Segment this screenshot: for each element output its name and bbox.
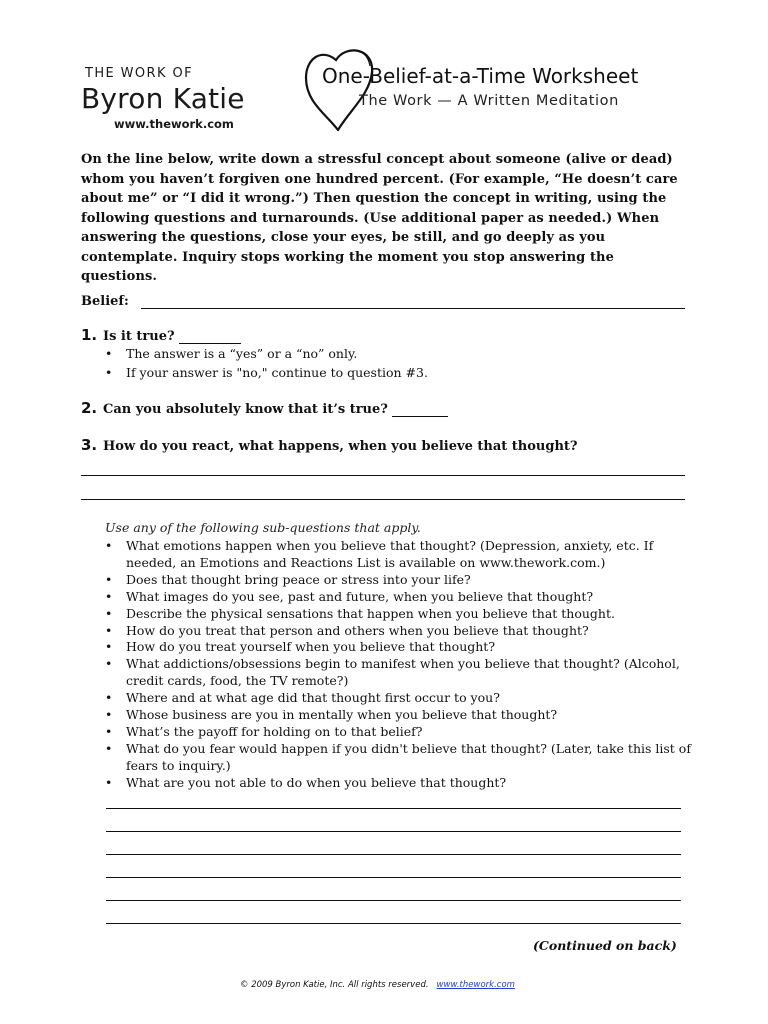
answer-line[interactable] bbox=[106, 900, 681, 901]
instructions-paragraph: On the line below, write down a stressful concept about someone (alive or dead) whom you haven’t forgiven one hundred percent. (For example, “He doesn’t care about me” or “I did it wrong.”) Then question the concept in writing, using the following questions and turnarounds. (Use additional paper as needed.) When answering the questions, close your eyes, be still, and go deeply as you contemplate. Inquiry stops working the moment you stop answering the questions. bbox=[81, 152, 678, 284]
question-1-answer-blank[interactable] bbox=[179, 331, 241, 344]
list-item: • If your answer is "no," continue to question #3. bbox=[103, 364, 428, 383]
footer-link[interactable]: www.thework.com bbox=[436, 980, 515, 990]
list-item: • The answer is a “yes” or a “no” only. bbox=[103, 345, 428, 364]
list-item: • What addictions/obsessions begin to manifest when you believe that thought? (Alcohol, credit cards, food, the TV remote?) bbox=[103, 656, 693, 690]
answer-line[interactable] bbox=[106, 854, 681, 855]
list-item: • What’s the payoff for holding on to that belief? bbox=[103, 724, 693, 741]
question-3-answer-line[interactable] bbox=[81, 475, 685, 476]
question-2-answer-blank[interactable] bbox=[392, 404, 448, 417]
answer-line[interactable] bbox=[106, 877, 681, 878]
list-item: • What are you not able to do when you believe that thought? bbox=[103, 775, 693, 792]
belief-label: Belief: bbox=[81, 294, 129, 309]
question-3-text: How do you react, what happens, when you believe that thought? bbox=[103, 439, 578, 454]
question-2-number: 2. bbox=[81, 399, 98, 417]
list-item: • What images do you see, past and future, when you believe that thought? bbox=[103, 589, 693, 606]
logo-name: Byron Katie bbox=[81, 82, 245, 115]
question-1-text: Is it true? bbox=[103, 329, 175, 344]
belief-row bbox=[81, 289, 685, 309]
question-3-number: 3. bbox=[81, 436, 98, 454]
copyright-text: © 2009 Byron Katie, Inc. All rights reserved. bbox=[240, 980, 429, 990]
continued-note: (Continued on back) bbox=[533, 938, 677, 953]
list-item: • Describe the physical sensations that happen when you believe that thought. bbox=[103, 606, 693, 623]
heart-icon bbox=[276, 44, 376, 134]
footer bbox=[240, 980, 515, 990]
answer-line[interactable] bbox=[106, 831, 681, 832]
worksheet-subtitle: The Work — A Written Meditation bbox=[359, 93, 619, 109]
question-1 bbox=[81, 326, 241, 344]
worksheet-title: One-Belief-at-a-Time Worksheet bbox=[322, 64, 639, 88]
sub-questions-intro: Use any of the following sub-questions that apply. bbox=[105, 520, 421, 535]
logo-tagline: THE WORK OF bbox=[85, 66, 193, 81]
question-3-answer-line[interactable] bbox=[81, 499, 685, 500]
sub-questions-list bbox=[103, 538, 693, 792]
question-2 bbox=[81, 399, 448, 417]
question-1-notes bbox=[103, 345, 428, 382]
list-item: • Where and at what age did that thought first occur to you? bbox=[103, 690, 693, 707]
question-1-number: 1. bbox=[81, 326, 98, 344]
answer-line[interactable] bbox=[106, 923, 681, 924]
answer-line[interactable] bbox=[106, 808, 681, 809]
list-item: • How do you treat that person and others when you believe that thought? bbox=[103, 623, 693, 640]
question-2-text: Can you absolutely know that it’s true? bbox=[103, 402, 388, 417]
belief-answer-line[interactable] bbox=[141, 294, 685, 309]
logo-url: www.thework.com bbox=[114, 117, 234, 131]
list-item: • How do you treat yourself when you believe that thought? bbox=[103, 639, 693, 656]
byron-katie-logo bbox=[80, 44, 300, 136]
list-item: • Does that thought bring peace or stress into your life? bbox=[103, 572, 693, 589]
list-item: • What emotions happen when you believe that thought? (Depression, anxiety, etc. If needed, an Emotions and Reactions List is available on www.thework.com.) bbox=[103, 538, 693, 572]
question-3 bbox=[81, 436, 578, 454]
list-item: • Whose business are you in mentally when you believe that thought? bbox=[103, 707, 693, 724]
list-item: • What do you fear would happen if you didn't believe that thought? (Later, take this list of fears to inquiry.) bbox=[103, 741, 693, 775]
